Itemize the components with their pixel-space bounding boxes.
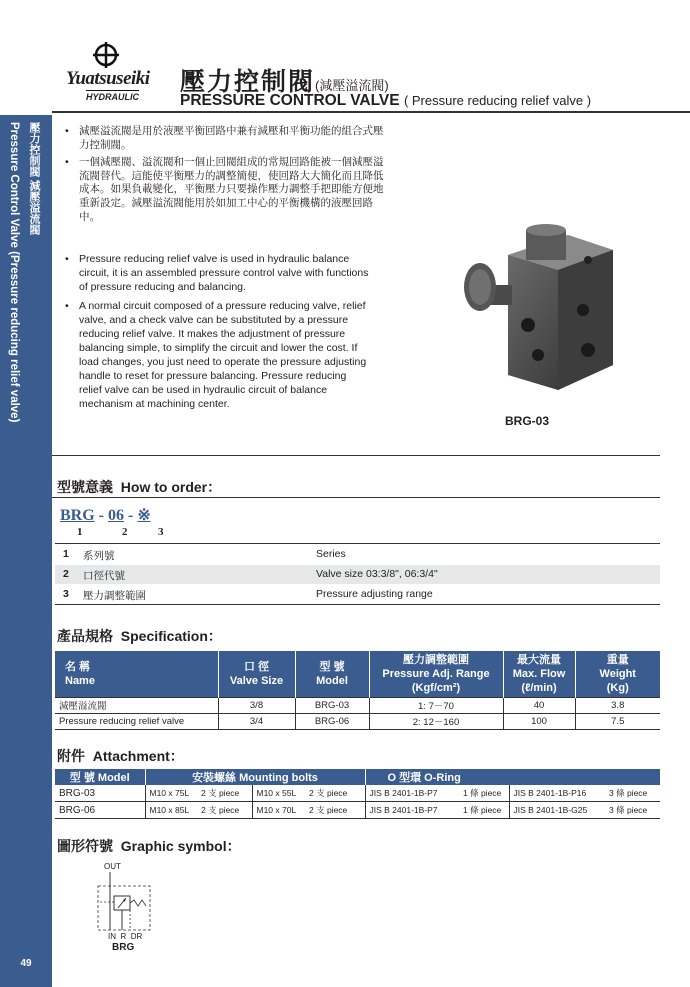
brand-name: Yuatsuseiki <box>66 68 150 89</box>
order-code <box>60 505 151 525</box>
spec-weight: 7.5 <box>575 713 660 729</box>
order-row-cn: 系列號 <box>83 550 115 562</box>
symbol-caption: BRG <box>112 942 135 953</box>
section-rule <box>52 497 660 498</box>
order-code-part-1: BRG <box>60 507 95 524</box>
order-code-dash: - <box>124 507 138 524</box>
attachment-title-en: Attachment： <box>92 748 184 764</box>
attachment-model: BRG-06 <box>55 802 145 819</box>
attachment-bolt-qty: 2 支 piece <box>197 802 252 819</box>
graphic-title-en: Graphic symbol： <box>120 838 241 854</box>
description-en-item: • A normal circuit composed of a pressure reducing valve, relief valve, and a check valve can be substituted by a pressure reducing relief valve. It makes the adjustment of pressure balancing simple, to simplify the circuit and lower the cost. If load changes, you just need to operate the pressure adjusting handle to reset for pressure balancing. Pressure reducing relief valve can be used in hydraulic circuit of balance mechanism at machining center. <box>65 299 370 411</box>
product-image <box>448 215 638 405</box>
order-code-num: 2 <box>122 526 128 538</box>
spec-range: 1: 7－70 <box>369 697 503 713</box>
attachment-header-model: 型 號 Model <box>55 769 145 785</box>
spec-table <box>55 651 660 730</box>
order-row-num: 3 <box>63 588 69 600</box>
attachment-bolt-qty: 2 支 piece <box>305 802 365 819</box>
order-row-en: Valve size 03:3/8", 06:3/4" <box>316 568 438 580</box>
port-dr-label: DR <box>130 932 143 941</box>
port-r-label: R <box>120 932 127 941</box>
spec-header-model: 型 號 Model <box>295 651 369 697</box>
attachment-oring-qty: 1 條 piece <box>459 802 509 819</box>
attachment-oring-qty: 3 條 piece <box>605 785 660 802</box>
product-caption: BRG-03 <box>505 414 550 428</box>
order-code-num: 3 <box>158 526 164 538</box>
port-in-label: IN <box>108 932 116 941</box>
title-en-text: PRESSURE CONTROL VALVE <box>180 92 400 109</box>
spec-size: 3/8 <box>218 697 295 713</box>
order-row <box>55 585 660 604</box>
attachment-bolt-qty: 2 支 piece <box>305 785 365 802</box>
header-rule <box>52 111 690 113</box>
section-title-attachment <box>57 746 184 766</box>
table-row <box>55 802 660 819</box>
order-row-cn: 壓力調整範圍 <box>83 590 146 602</box>
attachment-bolt: M10 x 75L <box>145 785 197 802</box>
spec-range: 2: 12－160 <box>369 713 503 729</box>
spec-header-weight: 重量 Weight (Kg) <box>575 651 660 697</box>
brand-sub: HYDRAULIC <box>86 92 139 102</box>
spec-header-flow: 最大流量 Max. Flow (ℓ/min) <box>503 651 575 697</box>
port-out-label: OUT <box>104 862 121 871</box>
brand-logo <box>66 42 166 104</box>
subtitle-en: ( Pressure reducing relief valve ) <box>403 93 592 108</box>
spec-title-cn: 產品規格 <box>57 628 113 644</box>
page-number: 49 <box>20 958 32 969</box>
sidebar-text-en: Pressure Control Valve (Pressure reducing relief valve) <box>8 122 20 423</box>
spec-size: 3/4 <box>218 713 295 729</box>
subtitle-cn: (減壓溢流閥) <box>315 78 389 93</box>
attachment-table <box>55 769 660 819</box>
table-rule <box>55 604 660 605</box>
attachment-header-bolts: 安裝螺絲 Mounting bolts <box>145 769 365 785</box>
spec-header-range: 壓力調整範圍 Pressure Adj. Range (Kgf/cm²) <box>369 651 503 697</box>
spec-header-size: 口 徑 Valve Size <box>218 651 295 697</box>
page-title-en <box>180 92 591 110</box>
description-cn-item: • 減壓溢流閥是用於液壓平衡回路中兼有減壓和平衡功能的組合式壓力控制閥。 <box>65 125 385 152</box>
attachment-oring: JIS B 2401-1B-P7 <box>365 785 459 802</box>
attachment-bolt: M10 x 85L <box>145 802 197 819</box>
description-cn <box>65 125 385 228</box>
spec-flow: 100 <box>503 713 575 729</box>
attachment-model: BRG-03 <box>55 785 145 802</box>
graphic-title-cn: 圖形符號 <box>57 838 113 854</box>
description-en-item: • Pressure reducing relief valve is used in hydraulic balance circuit, it is an assembled pressure control valve with functions of pressure reducing and balancing. <box>65 252 370 294</box>
spec-title-en: Specification： <box>120 628 222 644</box>
valve-symbol-icon <box>90 872 170 934</box>
spec-model: BRG-06 <box>295 713 369 729</box>
spec-name-cn: 減壓溢流閥 <box>55 697 218 713</box>
attachment-title-cn: 附件 <box>57 748 85 764</box>
graphic-symbol <box>90 862 170 954</box>
port-labels <box>108 932 142 941</box>
attachment-bolt-qty: 2 支 piece <box>197 785 252 802</box>
attachment-bolt: M10 x 55L <box>252 785 305 802</box>
spec-flow: 40 <box>503 697 575 713</box>
order-row <box>55 565 660 584</box>
sidebar-text <box>4 122 48 422</box>
order-row-num: 1 <box>63 548 69 560</box>
sidebar-text-cn: 壓力控制閥 減壓溢流閥 <box>28 122 40 236</box>
attachment-oring: JIS B 2401-1B-P7 <box>365 802 459 819</box>
attachment-header-oring: O 型環 O-Ring <box>365 769 660 785</box>
spec-name-en: Pressure reducing relief valve <box>55 713 218 729</box>
table-rule <box>55 543 660 544</box>
order-row-en: Series <box>316 548 346 560</box>
valve-body-icon <box>448 215 638 405</box>
order-row-en: Pressure adjusting range <box>316 588 433 600</box>
order-code-num: 1 <box>77 526 83 538</box>
description-en <box>65 252 370 416</box>
order-code-part-2: 06 <box>108 507 124 524</box>
order-row <box>55 545 660 564</box>
section-title-spec <box>57 626 222 646</box>
order-code-part-3: ※ <box>137 507 151 524</box>
spec-weight: 3.8 <box>575 697 660 713</box>
section-title-how-to-order <box>57 477 221 497</box>
section-rule <box>52 455 660 456</box>
attachment-oring-qty: 1 條 piece <box>459 785 509 802</box>
how-to-order-title-en: How to order： <box>120 479 222 495</box>
order-row-cn: 口徑代號 <box>83 570 125 582</box>
title-cn-text: 壓力控制閥 <box>180 68 316 96</box>
spec-model: BRG-03 <box>295 697 369 713</box>
table-row <box>55 785 660 802</box>
attachment-oring-qty: 3 條 piece <box>605 802 660 819</box>
order-row-num: 2 <box>63 568 69 580</box>
table-row <box>55 697 660 713</box>
how-to-order-title-cn: 型號意義 <box>57 479 113 495</box>
description-cn-item: • 一個減壓閥、溢流閥和一個止回閥組成的常規回路能被一個減壓溢流閥替代。這能使平衡壓力的調整簡便，使回路大大簡化而且降低成本。如果負載變化，平衡壓力只要操作壓力調整手把即能方便地重新設定。減壓溢流閥能用於如加工中心的平衡機構的液壓回路中。 <box>65 156 385 224</box>
spec-header-name: 名 稱 Name <box>55 651 218 697</box>
section-title-graphic <box>57 836 241 856</box>
attachment-oring: JIS B 2401-1B-G25 <box>509 802 605 819</box>
attachment-bolt: M10 x 70L <box>252 802 305 819</box>
table-row <box>55 713 660 729</box>
order-code-dash: - <box>94 507 108 524</box>
attachment-oring: JIS B 2401-1B-P16 <box>509 785 605 802</box>
